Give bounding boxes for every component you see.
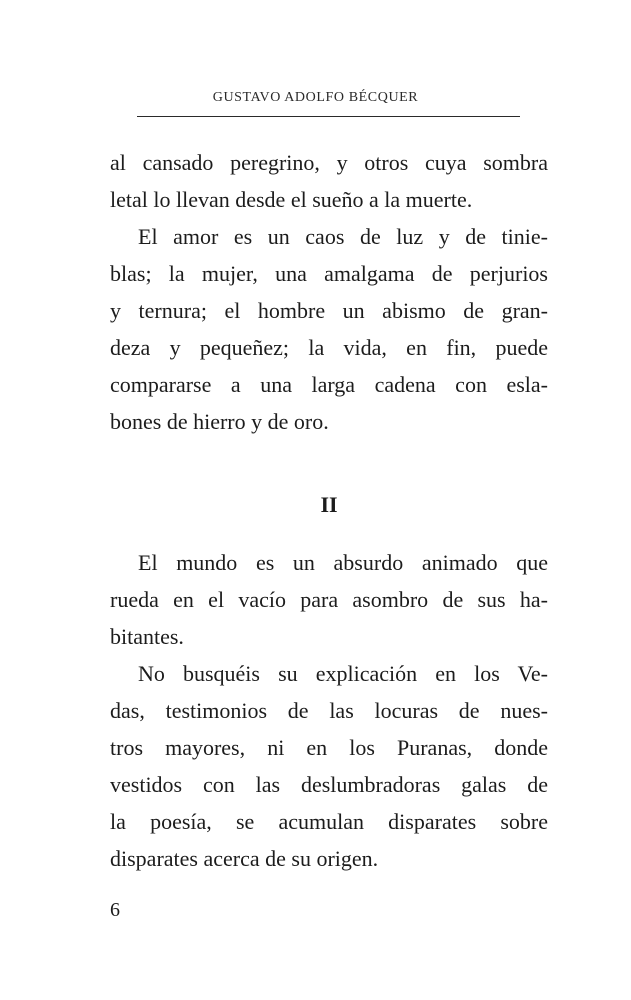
header-rule [137,116,520,117]
text-line: vestidos con las deslumbradoras galas de [110,772,548,797]
text-line: blas; la mujer, una amalgama de perjurios [110,261,548,286]
text-line: rueda en el vacío para asombro de sus ha- [110,587,548,612]
text-line: deza y pequeñez; la vida, en fin, puede [110,335,548,360]
page-number: 6 [110,899,120,921]
text-line: tros mayores, ni en los Puranas, donde [110,735,548,760]
text-line: compararse a una larga cadena con esla- [110,372,548,397]
text-line: disparates acerca de su origen. [110,846,379,871]
text-line: la poesía, se acumulan disparates sobre [110,809,548,834]
text-line: das, testimonios de las locuras de nues- [110,698,548,723]
text-line: El amor es un caos de luz y de tinie- [138,224,548,249]
text-line: y ternura; el hombre un abismo de gran- [110,298,548,323]
text-line: al cansado peregrino, y otros cuya sombra [110,150,548,175]
section-heading: II [320,492,338,517]
text-line: bitantes. [110,624,184,649]
text-line: No busquéis su explicación en los Ve- [138,661,548,686]
text-line: El mundo es un absurdo animado que [138,550,548,575]
running-header: GUSTAVO ADOLFO BÉCQUER [212,90,419,105]
text-line: letal lo llevan desde el sueño a la muerte. [110,187,473,212]
text-line: bones de hierro y de oro. [110,409,329,434]
